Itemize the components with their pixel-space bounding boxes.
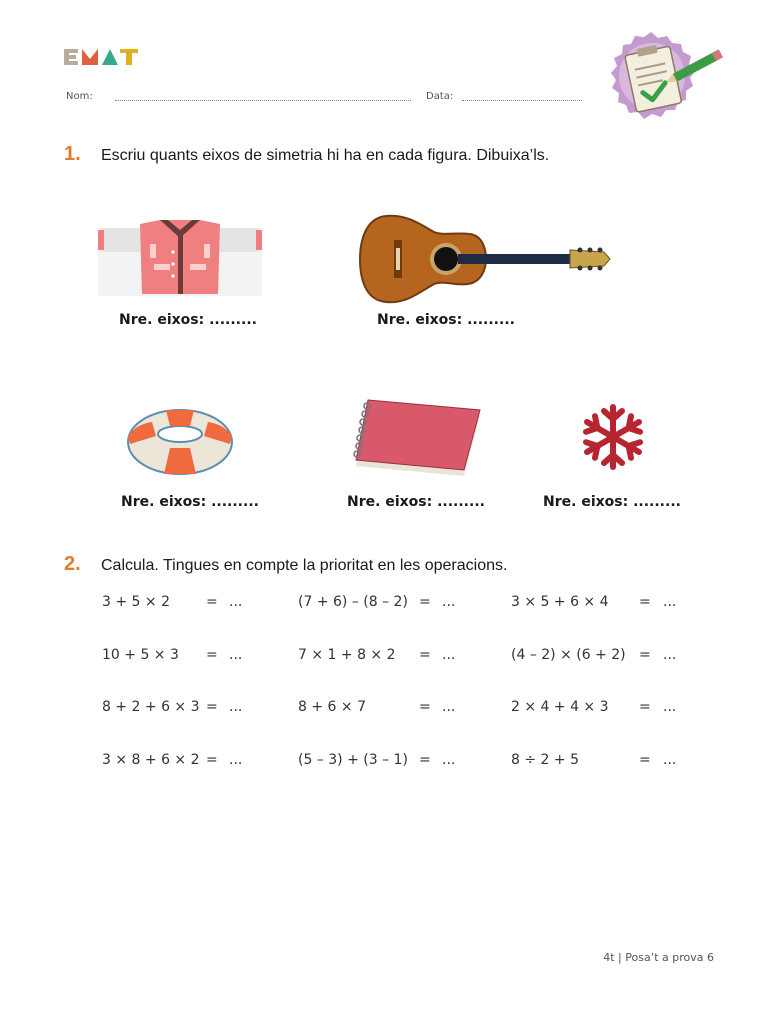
operation: 3 + 5 × 2	[102, 594, 170, 610]
equals-sign: =	[639, 699, 651, 715]
equals-sign: =	[206, 752, 218, 768]
caption-snowflake: Nre. eixos: .........	[543, 494, 681, 510]
exercise-2-number: 2.	[64, 553, 81, 575]
lifebuoy-icon	[126, 404, 234, 476]
exercise-2-title: Calcula. Tingues en compte la prioritat en les operacions.	[101, 557, 508, 574]
snowflake-icon	[574, 404, 652, 470]
equals-sign: =	[419, 647, 431, 663]
answer-blank[interactable]: ...	[442, 752, 456, 768]
answer-blank[interactable]: ...	[663, 752, 677, 768]
exercise-1-title: Escriu quants eixos de simetria hi ha en cada figura. Dibuixa’ls.	[101, 147, 550, 164]
operation: (7 + 6) – (8 – 2)	[298, 594, 408, 610]
operation: 7 × 1 + 8 × 2	[298, 647, 396, 663]
exercise-1-number: 1.	[64, 143, 81, 165]
answer-blank[interactable]: ...	[442, 594, 456, 610]
name-line[interactable]	[115, 100, 411, 101]
answer-blank[interactable]: ...	[442, 647, 456, 663]
answer-blank[interactable]: ...	[442, 699, 456, 715]
date-label: Data:	[426, 91, 454, 102]
operation: 10 + 5 × 3	[102, 647, 179, 663]
answer-blank[interactable]: ...	[663, 699, 677, 715]
operation: 3 × 8 + 6 × 2	[102, 752, 200, 768]
caption-notebook: Nre. eixos: .........	[347, 494, 485, 510]
equals-sign: =	[206, 647, 218, 663]
equals-sign: =	[419, 594, 431, 610]
answer-blank[interactable]: ...	[663, 647, 677, 663]
page-footer: 4t | Posa’t a prova 6	[603, 951, 714, 964]
test-badge-icon	[596, 30, 728, 130]
equals-sign: =	[639, 647, 651, 663]
operation: (4 – 2) × (6 + 2)	[511, 647, 626, 663]
equals-sign: =	[419, 699, 431, 715]
answer-blank[interactable]: ...	[229, 752, 243, 768]
equals-sign: =	[206, 699, 218, 715]
jacket-icon	[98, 216, 262, 300]
equals-sign: =	[206, 594, 218, 610]
caption-guitar: Nre. eixos: .........	[377, 312, 515, 328]
operation: 8 + 6 × 7	[298, 699, 366, 715]
caption-jacket: Nre. eixos: .........	[119, 312, 257, 328]
name-label: Nom:	[66, 91, 93, 102]
operation: 8 ÷ 2 + 5	[511, 752, 579, 768]
operation: 8 + 2 + 6 × 3	[102, 699, 200, 715]
answer-blank[interactable]: ...	[663, 594, 677, 610]
answer-blank[interactable]: ...	[229, 647, 243, 663]
guitar-icon	[358, 212, 614, 306]
operation: 2 × 4 + 4 × 3	[511, 699, 609, 715]
equals-sign: =	[419, 752, 431, 768]
operation: (5 – 3) + (3 – 1)	[298, 752, 408, 768]
operation: 3 × 5 + 6 × 4	[511, 594, 609, 610]
date-line[interactable]	[462, 100, 582, 101]
emat-logo	[64, 47, 144, 67]
caption-lifebuoy: Nre. eixos: .........	[121, 494, 259, 510]
answer-blank[interactable]: ...	[229, 699, 243, 715]
equals-sign: =	[639, 752, 651, 768]
answer-blank[interactable]: ...	[229, 594, 243, 610]
equals-sign: =	[639, 594, 651, 610]
notebook-icon	[352, 394, 484, 480]
